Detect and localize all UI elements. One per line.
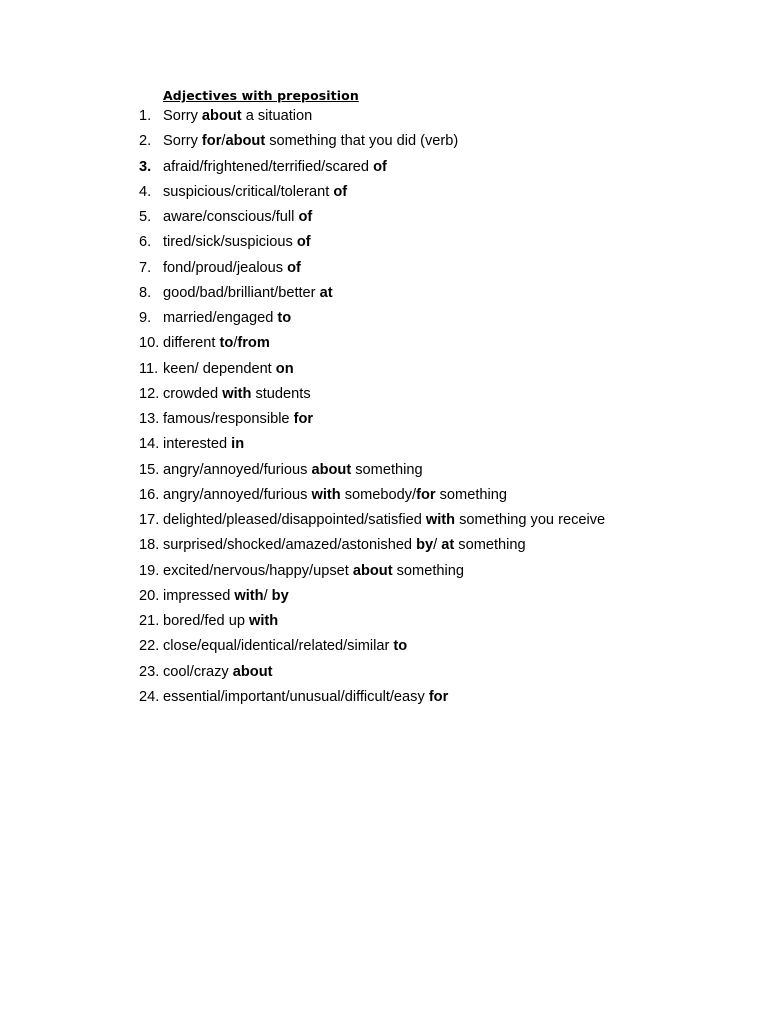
adjective-text: essential/important/unusual/difficult/easy (163, 688, 429, 705)
preposition: about (225, 133, 266, 150)
preposition: about (201, 108, 242, 124)
preposition: of (287, 259, 301, 276)
adjective-text: excited/nervous/happy/upset (163, 562, 353, 579)
list-item (0, 508, 768, 533)
list-item-text (163, 685, 448, 710)
document-title: Adjectives with preposition (163, 88, 359, 103)
preposition: about (311, 461, 352, 478)
list-item-number: 13. (139, 411, 160, 427)
preposition: with (249, 613, 279, 629)
list-item-text (163, 508, 605, 533)
list-item (0, 256, 768, 281)
list-item-text (163, 205, 312, 230)
adjective-text: something (435, 486, 507, 503)
adjective-text: something (351, 461, 423, 478)
list-item (0, 634, 768, 659)
list-item-number: 14. (139, 436, 160, 453)
preposition: for (428, 688, 449, 705)
list-item-number: 23. (139, 663, 160, 680)
list-item-text (163, 382, 311, 407)
adjective-text: aware/conscious/full (163, 209, 299, 225)
list-item (0, 382, 768, 407)
list-item-text (163, 104, 312, 129)
preposition: with (234, 587, 264, 604)
list-item-text (163, 432, 244, 457)
adjective-text: Sorry (163, 108, 202, 124)
preposition: in (231, 436, 245, 453)
preposition: to (277, 310, 292, 326)
adjective-text: something you receive (455, 512, 606, 528)
preposition: by (416, 537, 434, 554)
list-item-number: 24. (139, 688, 160, 705)
list-item-number: 4. (139, 183, 152, 200)
list-item-text (163, 559, 464, 584)
adjective-text: famous/responsible (163, 411, 294, 427)
list-item-number: 17. (139, 512, 160, 528)
adjective-text: afraid/frightened/terrified/scared (163, 158, 374, 175)
list-item-number: 15. (139, 461, 160, 478)
list-item-number: 7. (139, 259, 152, 276)
adjective-text: / (221, 133, 226, 150)
list-item-number: 22. (139, 638, 160, 655)
list-item-number: 8. (139, 284, 152, 301)
preposition: on (275, 360, 294, 377)
list-item-text (163, 458, 423, 483)
preposition: of (296, 234, 311, 251)
list-item-text (163, 407, 313, 432)
adjective-text: Sorry (163, 133, 202, 150)
list-item-text (163, 155, 387, 180)
list-item (0, 180, 768, 205)
adjective-text: close/equal/identical/related/similar (163, 638, 394, 655)
list-item (0, 685, 768, 710)
list-item-number: 6. (139, 234, 152, 251)
list-item-text (163, 634, 407, 659)
list-item-text (163, 584, 289, 609)
adjective-text: angry/annoyed/furious (163, 461, 312, 478)
list-item-number: 9. (139, 310, 152, 326)
adjective-text: something (454, 537, 526, 554)
list-item-text (163, 256, 301, 281)
list-item-number: 11. (139, 360, 159, 377)
list-item (0, 559, 768, 584)
preposition: by (271, 587, 289, 604)
list-item (0, 584, 768, 609)
list-item (0, 533, 768, 558)
preposition: for (201, 133, 222, 150)
preposition: about (232, 663, 273, 680)
adjective-text: something that you did (verb) (265, 133, 459, 150)
adjective-text: fond/proud/jealous (163, 259, 288, 276)
list-item (0, 407, 768, 432)
list-item-text (163, 180, 347, 205)
adjective-text: crowded (163, 385, 223, 402)
list-item-text (163, 660, 272, 685)
preposition: with (311, 486, 341, 503)
list-item-number: 10. (139, 335, 160, 352)
preposition: about (352, 562, 393, 579)
preposition: at (319, 284, 333, 301)
list-item (0, 129, 768, 154)
adjective-text: angry/annoyed/furious (163, 486, 312, 503)
list-item (0, 205, 768, 230)
list-item-text (163, 306, 291, 331)
list-item-text (163, 281, 333, 306)
adjective-text: bored/fed up (163, 613, 250, 629)
adjective-text: cool/crazy (163, 663, 233, 680)
adjective-text: something (392, 562, 464, 579)
preposition: to (393, 638, 408, 655)
preposition: with (222, 385, 252, 402)
adjective-text: married/engaged (163, 310, 278, 326)
preposition: for (293, 411, 314, 427)
list-item-number: 2. (139, 133, 152, 150)
adjective-text: impressed (163, 587, 235, 604)
adjective-text: delighted/pleased/disappointed/satisfied (163, 512, 426, 528)
list-item-number: 19. (139, 562, 160, 579)
list-item-number: 18. (139, 537, 160, 554)
list-item-number: 21. (139, 613, 160, 629)
list-item (0, 357, 768, 382)
list-item-text (163, 129, 458, 154)
list-item (0, 609, 768, 634)
preposition: at (441, 537, 455, 554)
list-item-text (163, 609, 278, 634)
adjective-text: / (263, 587, 272, 604)
list-item-text (163, 331, 270, 356)
list-item-number: 5. (139, 209, 152, 225)
adjective-text: suspicious/critical/tolerant (163, 183, 334, 200)
list-item (0, 660, 768, 685)
list-item (0, 281, 768, 306)
preposition: from (237, 335, 270, 352)
list-item-number: 12. (139, 385, 160, 402)
adjective-text: keen/ dependent (163, 360, 276, 377)
list-item (0, 483, 768, 508)
list-item-text (163, 533, 526, 558)
list-item-number: 16. (139, 486, 160, 503)
list-item (0, 458, 768, 483)
adjective-text: a situation (241, 108, 313, 124)
adjective-text: / (233, 335, 238, 352)
preposition: with (425, 512, 456, 528)
list-item-number: 20. (139, 587, 160, 604)
adjective-text: interested (163, 436, 232, 453)
adjective-text: surprised/shocked/amazed/astonished (163, 537, 417, 554)
adjective-text: / (433, 537, 442, 554)
adjective-text: somebody/ (340, 486, 417, 503)
list-item-text (163, 483, 507, 508)
adjective-text: good/bad/brilliant/better (163, 284, 320, 301)
list-item (0, 104, 768, 129)
list-item-number: 3. (139, 158, 152, 175)
preposition: for (416, 486, 436, 503)
list-item (0, 331, 768, 356)
adjective-text: students (251, 385, 311, 402)
list-item (0, 230, 768, 255)
preposition: to (219, 335, 234, 352)
list-item (0, 432, 768, 457)
list-item-number: 1. (139, 108, 152, 124)
preposition: of (373, 158, 387, 175)
preposition: of (298, 209, 313, 225)
preposition: of (333, 183, 348, 200)
list-item (0, 155, 768, 180)
adjective-text: different (163, 335, 220, 352)
list-item-text (163, 357, 294, 382)
preposition-list (0, 104, 768, 710)
list-item-text (163, 230, 311, 255)
list-item (0, 306, 768, 331)
adjective-text: tired/sick/suspicious (163, 234, 297, 251)
